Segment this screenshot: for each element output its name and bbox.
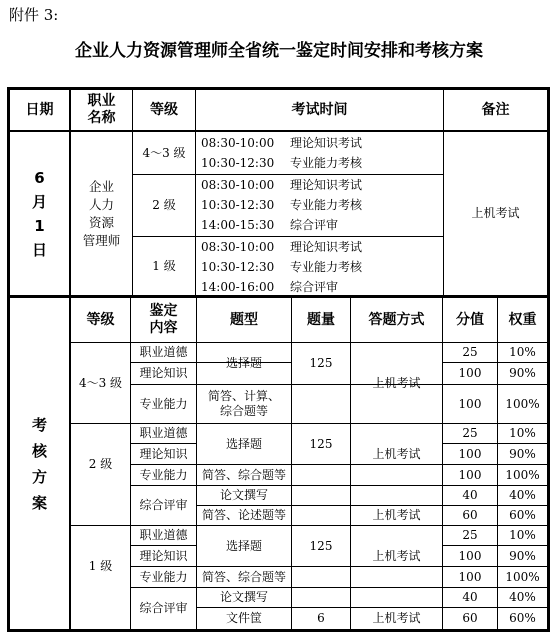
count-cell: 6 xyxy=(317,611,325,625)
weight-cell: 60% xyxy=(509,611,536,625)
header-date: 日期 xyxy=(25,101,54,118)
content-cell: 职业道德 xyxy=(139,426,188,440)
score-cell: 100 xyxy=(458,467,482,482)
slot-item: 理论知识考试 xyxy=(290,178,363,192)
weight-cell: 100% xyxy=(505,569,540,584)
plan-header-score: 分值 xyxy=(456,311,484,328)
plan-header-level: 等级 xyxy=(86,311,115,328)
slot-item: 专业能力考核 xyxy=(290,260,363,274)
type-cell: 简答、论述题等 xyxy=(201,508,286,522)
slot-time: 08:30-10:00 xyxy=(201,136,275,150)
slot-item: 专业能力考核 xyxy=(290,156,363,170)
weight-cell: 10% xyxy=(509,426,536,440)
content-cell: 专业能力 xyxy=(139,467,188,482)
plan-header-weight: 权重 xyxy=(508,311,537,328)
slot-time: 10:30-12:30 xyxy=(201,260,275,274)
content-cell: 综合评审 xyxy=(139,601,188,615)
weight-cell: 10% xyxy=(509,528,536,542)
level-1: 1 级 xyxy=(152,258,176,273)
score-cell: 60 xyxy=(462,508,478,522)
weight-cell: 100% xyxy=(505,396,540,411)
weight-cell: 90% xyxy=(509,366,536,380)
slot-item: 理论知识考试 xyxy=(290,240,363,254)
plan-level-1: 1 级 xyxy=(88,559,113,573)
type-cell: 简答、综合题等 xyxy=(201,467,286,482)
method-cell: 上机考试 xyxy=(372,611,421,625)
count-cell: 125 xyxy=(309,356,333,370)
type-cell: 简答、综合题等 xyxy=(201,569,286,584)
slot-time: 14:00-15:30 xyxy=(201,218,275,232)
score-cell: 100 xyxy=(458,548,482,563)
plan-header-content: 鉴定 内容 xyxy=(149,303,178,336)
count-cell: 125 xyxy=(309,436,333,451)
slot-time: 08:30-10:00 xyxy=(201,240,275,254)
type-cell: 选择题 xyxy=(225,356,262,370)
score-cell: 40 xyxy=(462,488,478,502)
type-cell: 选择题 xyxy=(225,538,262,553)
score-cell: 40 xyxy=(462,590,478,604)
weight-cell: 10% xyxy=(509,345,536,359)
plan-header-type: 题型 xyxy=(230,311,258,328)
level-2: 2 级 xyxy=(152,198,176,212)
method-cell: 上机考试 xyxy=(372,508,421,522)
count-cell: 125 xyxy=(309,538,333,553)
score-cell: 25 xyxy=(462,426,478,440)
type-cell: 文件筐 xyxy=(225,611,262,625)
method-cell: 上机考试 xyxy=(372,549,421,563)
plan-level-43: 4～3 级 xyxy=(78,375,123,390)
score-cell: 100 xyxy=(458,446,482,461)
remark-text: 上机考试 xyxy=(471,206,520,220)
slot-time: 10:30-12:30 xyxy=(201,156,275,170)
slot-item: 综合评审 xyxy=(290,218,339,232)
slot-item: 理论知识考试 xyxy=(290,136,363,150)
type-cell: 简答、计算、 综合题等 xyxy=(207,389,280,418)
weight-cell: 100% xyxy=(505,467,540,482)
content-cell: 专业能力 xyxy=(139,569,188,584)
level-43: 4～3 级 xyxy=(142,145,186,160)
slot-time: 10:30-12:30 xyxy=(201,198,275,212)
slot-time: 08:30-10:00 xyxy=(201,178,275,192)
document-title: 企业人力资源管理师全省统一鉴定时间安排和考核方案 xyxy=(75,41,483,61)
type-cell: 选择题 xyxy=(225,436,262,451)
plan-level-2: 2 级 xyxy=(88,457,113,471)
score-cell: 25 xyxy=(462,528,478,542)
content-cell: 综合评审 xyxy=(139,498,188,512)
occupation-name: 企业 人力 资源 管理师 xyxy=(82,178,121,248)
method-cell: 上机考试 xyxy=(372,375,421,390)
type-cell: 论文撰写 xyxy=(219,488,268,502)
score-cell: 100 xyxy=(458,366,482,380)
header-remark: 备注 xyxy=(481,101,510,118)
weight-cell: 40% xyxy=(509,590,536,604)
weight-cell: 90% xyxy=(509,446,536,461)
score-cell: 100 xyxy=(458,569,482,584)
score-cell: 25 xyxy=(462,345,478,359)
score-cell: 100 xyxy=(458,396,482,411)
slot-item: 综合评审 xyxy=(290,280,339,294)
weight-cell: 60% xyxy=(509,508,536,522)
exam-date: 6 月 1 日 xyxy=(31,168,47,259)
method-cell: 上机考试 xyxy=(372,447,421,461)
weight-cell: 40% xyxy=(509,488,536,502)
content-cell: 理论知识 xyxy=(139,446,188,461)
content-cell: 专业能力 xyxy=(139,396,188,411)
slot-item: 专业能力考核 xyxy=(290,198,363,212)
plan-header-count: 题量 xyxy=(307,311,335,328)
type-cell: 论文撰写 xyxy=(219,590,268,604)
content-cell: 理论知识 xyxy=(139,366,188,380)
content-cell: 理论知识 xyxy=(139,548,188,563)
attachment-label: 附件 3: xyxy=(9,6,59,24)
weight-cell: 90% xyxy=(509,548,536,563)
header-exam-time: 考试时间 xyxy=(291,101,348,118)
plan-header-method: 答题方式 xyxy=(368,311,425,328)
slot-time: 14:00-16:00 xyxy=(201,280,275,294)
header-occupation: 职业 名称 xyxy=(87,93,116,126)
header-level: 等级 xyxy=(150,101,178,118)
content-cell: 职业道德 xyxy=(139,528,188,542)
score-cell: 60 xyxy=(462,611,478,625)
content-cell: 职业道德 xyxy=(139,345,188,359)
plan-side-label: 考 核 方 案 xyxy=(31,415,47,512)
